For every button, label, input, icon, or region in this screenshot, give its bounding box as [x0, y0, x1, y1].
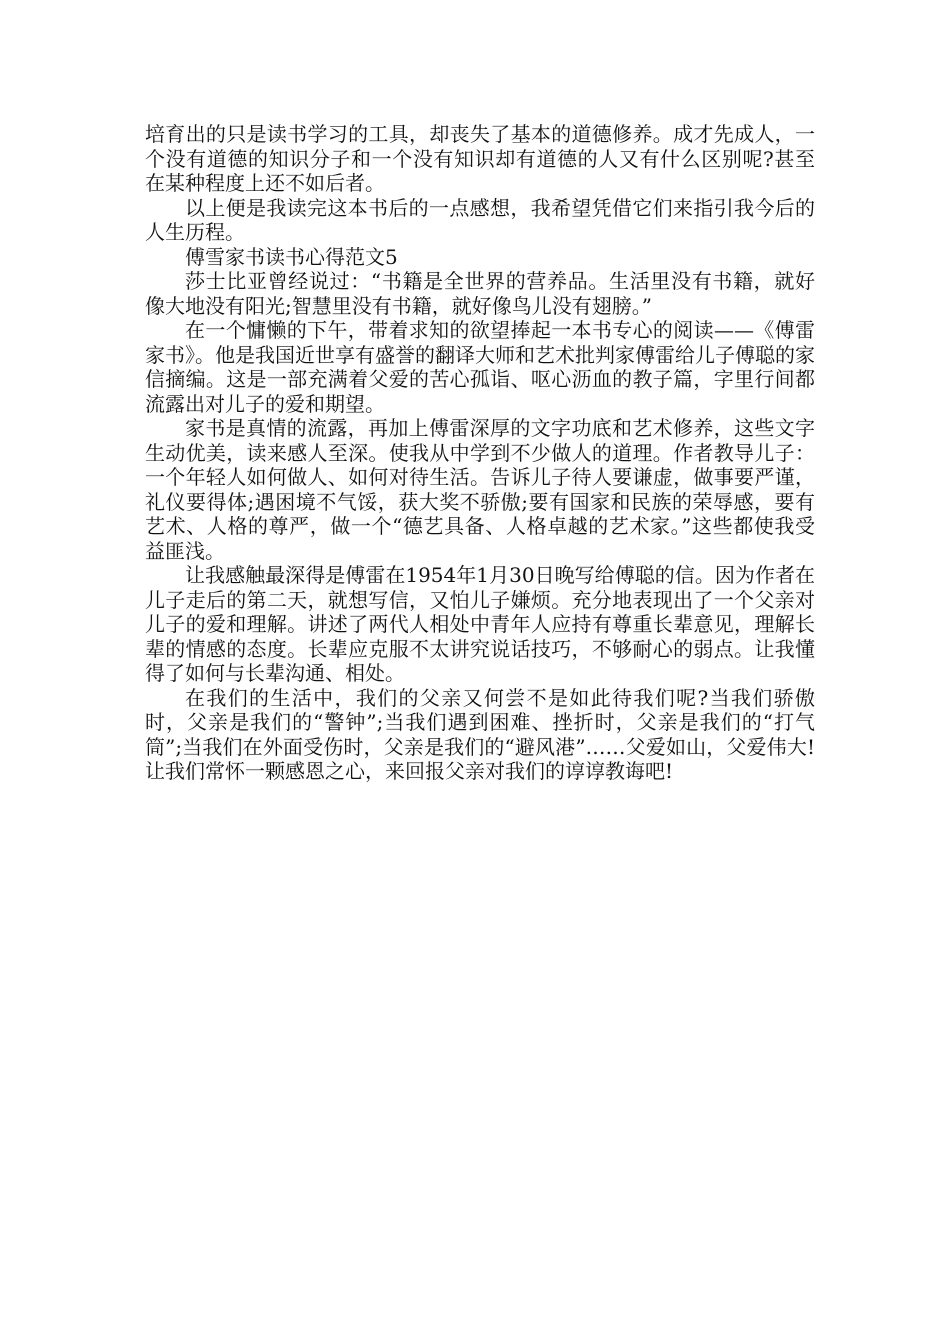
paragraph-fathers-love: 在我们的生活中，我们的父亲又何尝不是如此待我们呢?当我们骄傲时，父亲是我们的“警钟”;当我们遇到困难、挫折时，父亲是我们的“打气筒”;当我们在外面受伤时，父亲是我们的“避风港”……父爱如山，父爱伟大!让我们常怀一颗感恩之心，来回报父亲对我们的谆谆教诲吧! [145, 685, 815, 783]
section-heading: 傅雪家书读书心得范文5 [185, 244, 398, 269]
paragraph-quote: 莎士比亚曾经说过：“书籍是全世界的营养品。生活里没有书籍，就好像大地没有阳光;智慧里没有书籍，就好像鸟儿没有翅膀。” [145, 269, 815, 318]
paragraph-conclusion: 以上便是我读完这本书后的一点感想，我希望凭借它们来指引我今后的人生历程。 [145, 195, 815, 244]
paragraph-continuation: 培育出的只是读书学习的工具，却丧失了基本的道德修养。成才先成人，一个没有道德的知识分子和一个没有知识却有道德的人又有什么区别呢?甚至在某种程度上还不如后者。 [145, 122, 815, 195]
paragraph-reading: 在一个慵懒的下午，带着求知的欲望捧起一本书专心的阅读——《傅雷家书》。他是我国近世享有盛誉的翻译大师和艺术批判家傅雷给儿子傅聪的家信摘编。这是一部充满着父爱的苦心孤诣、呕心沥血的教子篇，字里行间都流露出对儿子的爱和期望。 [145, 318, 815, 416]
document-body [145, 122, 815, 784]
paragraph-letter-1954: 让我感触最深得是傅雷在1954年1月30日晚写给傅聪的信。因为作者在儿子走后的第二天，就想写信，又怕儿子嫌烦。充分地表现出了一个父亲对儿子的爱和理解。讲述了两代人相处中青年人应持有尊重长辈意见，理解长辈的情感的态度。长辈应克服不太讲究说话技巧，不够耐心的弱点。让我懂得了如何与长辈沟通、相处。 [145, 563, 815, 685]
paragraph-letters: 家书是真情的流露，再加上傅雷深厚的文字功底和艺术修养，这些文字生动优美，读来感人至深。使我从中学到不少做人的道理。作者教导儿子：一个年轻人如何做人、如何对待生活。告诉儿子待人要谦虚，做事要严谨，礼仪要得体;遇困境不气馁，获大奖不骄傲;要有国家和民族的荣辱感，要有艺术、人格的尊严，做一个“德艺具备、人格卓越的艺术家。”这些都使我受益匪浅。 [145, 416, 815, 563]
